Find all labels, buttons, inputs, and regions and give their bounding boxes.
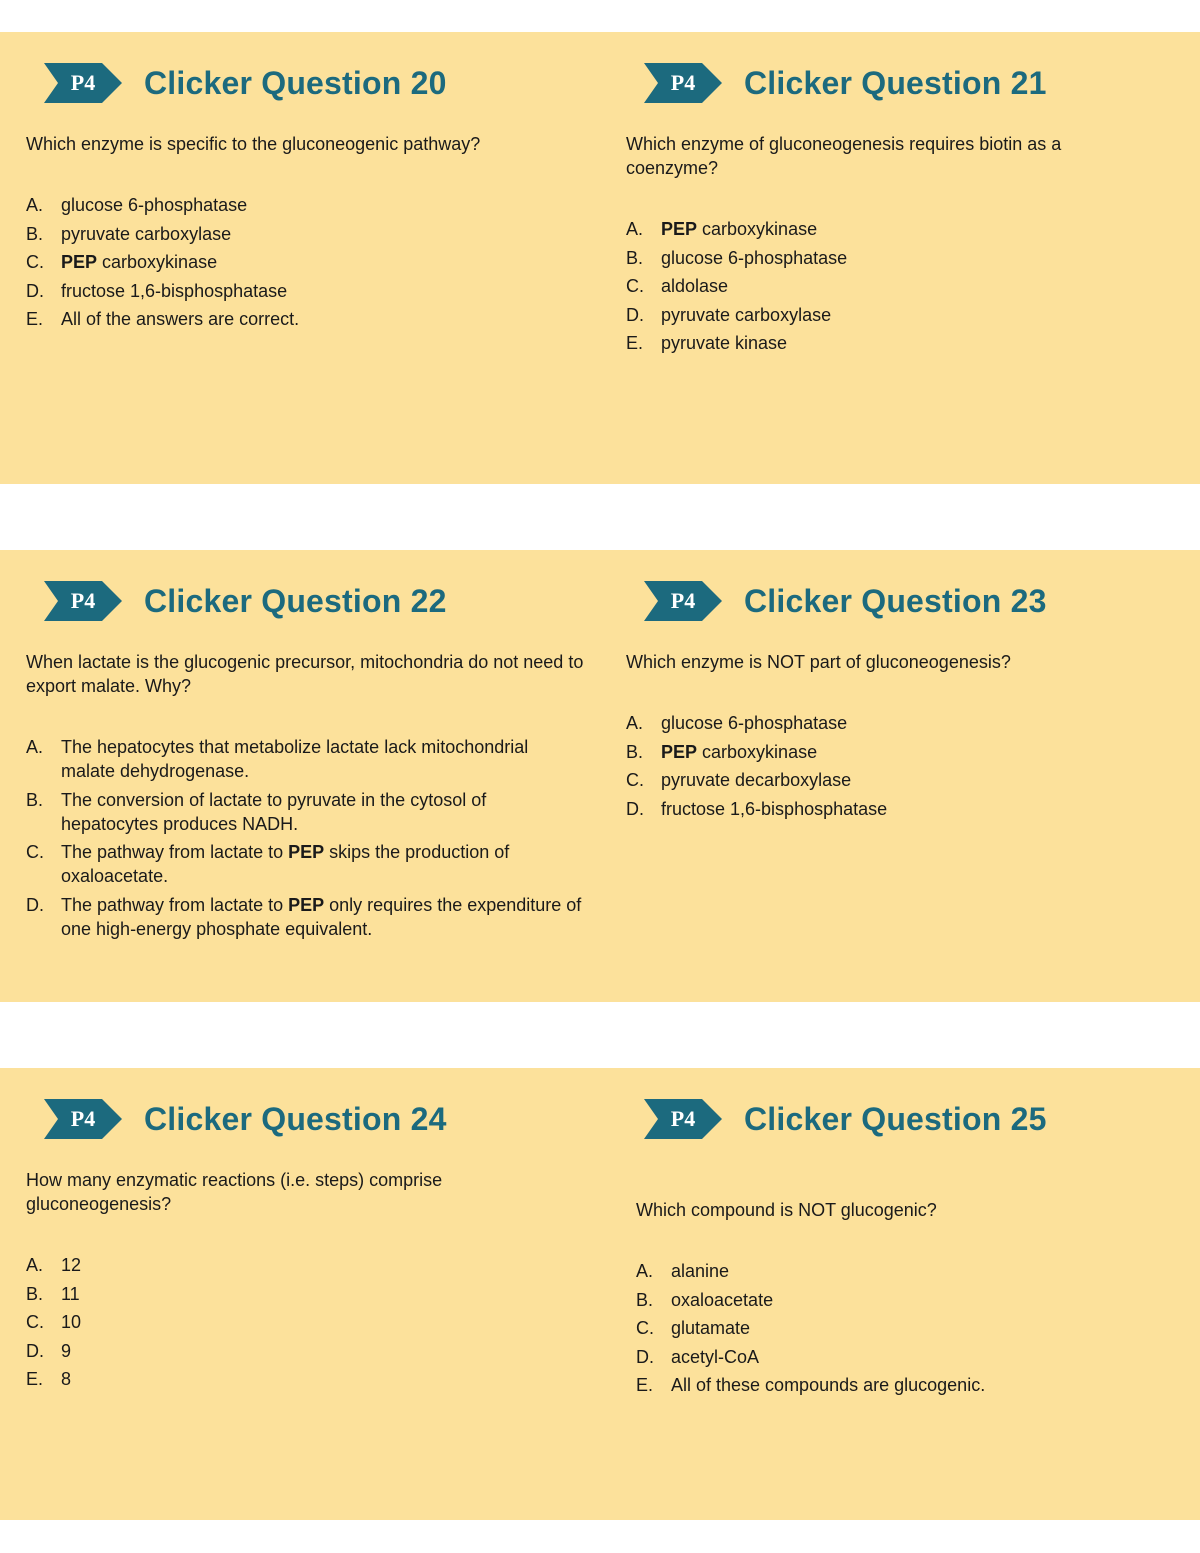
slide-header — [644, 580, 1047, 622]
slide-question-23 — [626, 550, 1200, 1002]
answer-list — [26, 193, 586, 336]
answer-text: pyruvate decarboxylase — [661, 770, 852, 790]
p4-badge — [44, 1099, 122, 1139]
answer-letter: A. — [26, 1255, 44, 1275]
answer-text: only requires the expenditure of one high-energy phosphate equivalent. — [61, 894, 582, 939]
answer-text: glucose 6-phosphatase — [661, 247, 848, 268]
answer-text: All of these compounds are glucogenic. — [671, 1375, 986, 1395]
slide-header — [644, 1098, 1047, 1140]
answer-text: alanine — [671, 1261, 730, 1281]
slide-header — [44, 1098, 447, 1140]
badge-label: P4 — [670, 70, 696, 95]
slide-title: Clicker Question 20 — [144, 64, 447, 101]
answer-text: skips the production of oxaloacetate. — [61, 842, 510, 886]
answer-text: pyruvate carboxylase — [61, 223, 232, 244]
answer-text: fructose 1,6-bisphosphatase — [61, 280, 288, 301]
answer-text: acetyl-CoA — [671, 1346, 760, 1367]
answer-option — [626, 217, 1186, 241]
answer-letter: C. — [626, 770, 644, 790]
badge-label: P4 — [670, 1106, 696, 1131]
answer-letter: C. — [626, 276, 644, 296]
answer-option — [26, 1253, 586, 1277]
answer-text: 9 — [61, 1340, 72, 1361]
answer-letter: A. — [626, 219, 644, 239]
slide-question-25 — [626, 1068, 1200, 1520]
answer-option — [26, 1282, 586, 1306]
answer-text: glutamate — [671, 1318, 751, 1338]
answer-option — [26, 788, 586, 836]
answer-letter: D. — [26, 1340, 44, 1361]
badge-label: P4 — [70, 1106, 96, 1131]
answer-letter: A. — [26, 737, 44, 757]
p4-badge — [644, 63, 722, 103]
answer-letter: A. — [626, 713, 644, 733]
slide-question-21 — [626, 32, 1200, 484]
question-text: Which enzyme is NOT part of gluconeogenesis? — [626, 652, 1011, 672]
answer-letter: A. — [636, 1261, 654, 1281]
answer-option — [636, 1345, 1196, 1369]
answer-option — [636, 1288, 1196, 1312]
p4-badge — [644, 1099, 722, 1139]
answer-letter: B. — [626, 247, 644, 268]
answer-text: The hepatocytes that metabolize lactate lack mitochondrial malate dehydrogenase. — [61, 737, 529, 781]
question-text: Which enzyme of gluconeogenesis requires biotin as a coenzyme? — [626, 134, 1062, 178]
slide-row-3 — [0, 1068, 1200, 1520]
slide-title: Clicker Question 25 — [744, 1100, 1047, 1137]
answer-text-pre: The pathway from lactate to — [61, 894, 289, 915]
answer-text: pyruvate carboxylase — [661, 304, 832, 325]
slide-title: Clicker Question 21 — [744, 64, 1047, 101]
answer-option — [626, 246, 1186, 270]
answer-option — [626, 331, 1186, 355]
answer-letter: D. — [636, 1346, 654, 1367]
answer-option — [626, 768, 1186, 792]
answer-letter: B. — [626, 741, 644, 762]
answer-option — [26, 893, 586, 941]
badge-label: P4 — [70, 70, 96, 95]
answer-letter: C. — [636, 1318, 654, 1338]
answer-option — [26, 840, 586, 888]
answer-option — [26, 193, 586, 217]
answer-text: 8 — [61, 1369, 72, 1389]
answer-text: The conversion of lactate to pyruvate in the cytosol of hepatocytes produces NADH. — [61, 789, 487, 834]
question-text: When lactate is the glucogenic precursor, mitochondria do not need to export malate. Why? — [26, 652, 584, 696]
answer-letter: E. — [26, 309, 44, 329]
p4-badge — [44, 581, 122, 621]
answer-letter: D. — [26, 894, 44, 915]
answer-option — [626, 711, 1186, 735]
answer-text: 10 — [61, 1312, 82, 1332]
answer-text: glucose 6-phosphatase — [661, 713, 848, 733]
answer-bold-term: PEP — [288, 842, 325, 862]
answer-letter: E. — [26, 1369, 44, 1389]
answer-bold-term: PEP — [288, 894, 325, 915]
answer-text: All of the answers are correct. — [61, 309, 300, 329]
answer-list — [626, 711, 1186, 825]
p4-badge — [644, 581, 722, 621]
answer-letter: A. — [26, 195, 44, 215]
answer-option — [636, 1316, 1196, 1340]
answer-list — [26, 735, 586, 945]
slide-question-24 — [26, 1068, 606, 1520]
answer-letter: B. — [26, 1283, 44, 1304]
answer-letter: C. — [26, 1312, 44, 1332]
answer-list — [26, 1253, 586, 1396]
answer-text: carboxykinase — [97, 252, 218, 272]
slide-header — [644, 62, 1047, 104]
answer-option — [626, 303, 1186, 327]
slide-row-2 — [0, 550, 1200, 1002]
answer-option — [26, 222, 586, 246]
answer-option — [26, 735, 586, 783]
answer-letter: B. — [636, 1289, 654, 1310]
answer-bold-term: PEP — [61, 252, 98, 272]
question-text: Which enzyme is specific to the gluconeogenic pathway? — [26, 134, 481, 154]
answer-text: carboxykinase — [697, 219, 818, 239]
slide-title: Clicker Question 22 — [144, 582, 447, 619]
p4-badge — [44, 63, 122, 103]
answer-bold-term: PEP — [661, 219, 698, 239]
slide-header — [44, 62, 447, 104]
answer-list — [626, 217, 1186, 360]
slide-question-20 — [26, 32, 606, 484]
answer-option — [26, 1310, 586, 1334]
badge-label: P4 — [70, 588, 96, 613]
answer-option — [26, 279, 586, 303]
question-text: Which compound is NOT glucogenic? — [636, 1200, 937, 1220]
answer-text: aldolase — [661, 276, 729, 296]
answer-letter: C. — [26, 842, 44, 862]
answer-option — [26, 250, 586, 274]
answer-letter: B. — [26, 223, 44, 244]
answer-text: carboxykinase — [697, 741, 818, 762]
answer-letter: E. — [626, 333, 644, 353]
answer-option — [626, 274, 1186, 298]
slide-title: Clicker Question 23 — [744, 582, 1047, 619]
slide-title: Clicker Question 24 — [144, 1100, 447, 1137]
answer-option — [626, 740, 1186, 764]
answer-letter: D. — [626, 798, 644, 819]
slide-question-22 — [26, 550, 606, 1002]
answer-letter: E. — [636, 1375, 654, 1395]
answer-letter: B. — [26, 789, 44, 810]
badge-label: P4 — [670, 588, 696, 613]
question-text: How many enzymatic reactions (i.e. steps) comprise gluconeogenesis? — [26, 1170, 443, 1214]
answer-text: pyruvate kinase — [661, 333, 788, 353]
slide-row-1 — [0, 32, 1200, 484]
answer-option — [26, 1367, 586, 1391]
answer-option — [636, 1259, 1196, 1283]
slide-header — [44, 580, 447, 622]
answer-option — [26, 307, 586, 331]
answer-bold-term: PEP — [661, 741, 698, 762]
answer-text-pre: The pathway from lactate to — [61, 842, 289, 862]
answer-text: oxaloacetate — [671, 1289, 774, 1310]
answer-letter: D. — [626, 304, 644, 325]
answer-option — [626, 797, 1186, 821]
answer-option — [636, 1373, 1196, 1397]
answer-text: 12 — [61, 1255, 82, 1275]
answer-option — [26, 1339, 586, 1363]
answer-letter: C. — [26, 252, 44, 272]
answer-letter: D. — [26, 280, 44, 301]
answer-text: glucose 6-phosphatase — [61, 195, 248, 215]
answer-text: fructose 1,6-bisphosphatase — [661, 798, 888, 819]
answer-list — [636, 1259, 1196, 1402]
answer-text: 11 — [61, 1283, 80, 1304]
